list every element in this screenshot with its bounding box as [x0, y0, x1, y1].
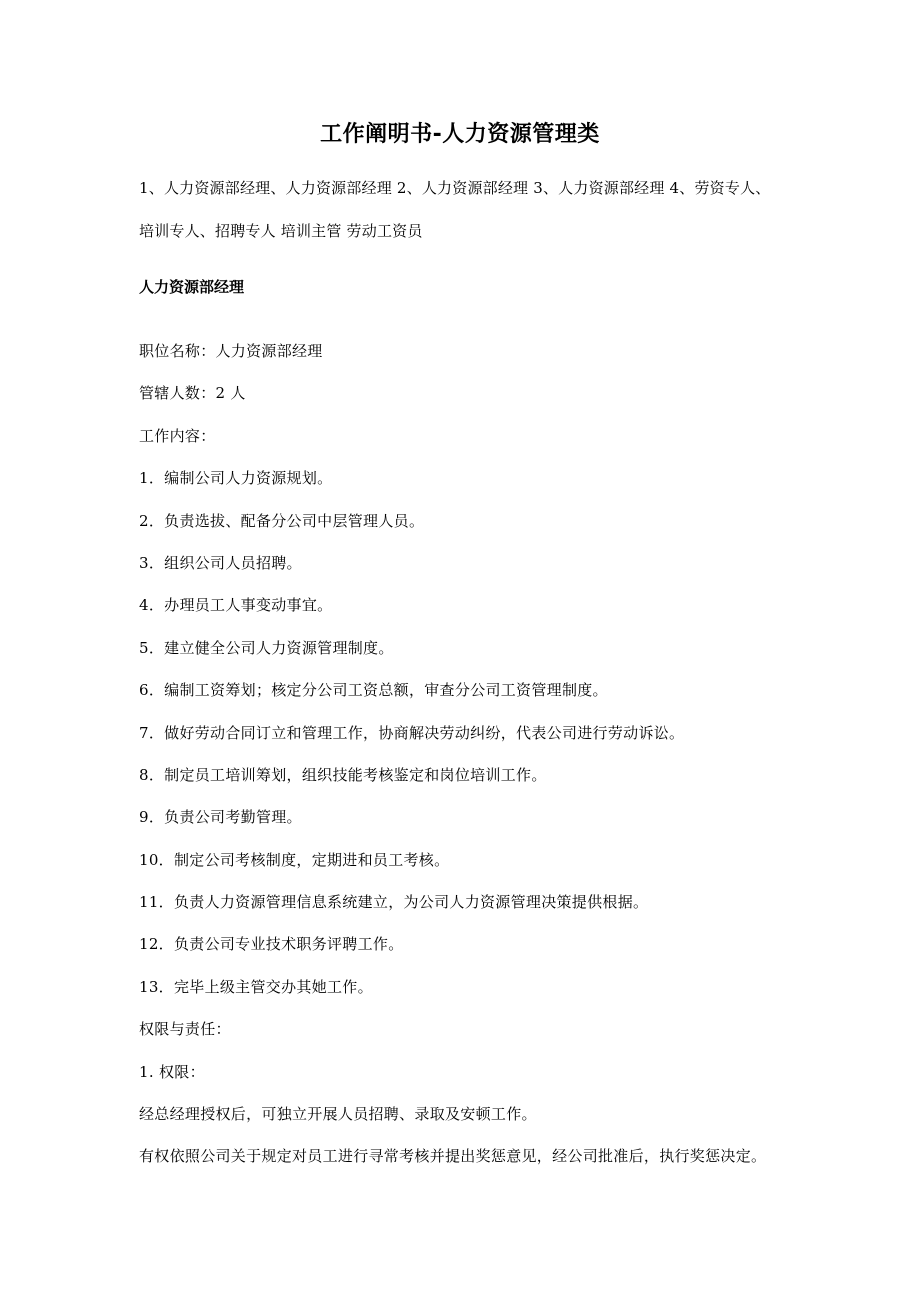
duty-item: 4．办理员工人事变动事宜。: [139, 596, 333, 615]
duty-item: 1．编制公司人力资源规划。: [139, 469, 333, 488]
duty-item: 2．负责选拔、配备分公司中层管理人员。: [139, 511, 425, 530]
position-name-line: 职位名称：人力资源部经理: [139, 342, 323, 360]
intro-line: 培训专人、招聘专人 培训主管 劳动工资员: [139, 222, 423, 240]
duty-item: 10．制定公司考核制度，定期进和员工考核。: [139, 850, 450, 869]
intro-paragraph: [139, 167, 789, 253]
duty-item: 5．建立健全公司人力资源管理制度。: [139, 638, 394, 657]
duty-item: 13．完毕上级主管交办其她工作。: [139, 977, 373, 996]
authority-item: 有权依照公司关于规定对员工进行寻常考核并提出奖惩意见，经公司批准后，执行奖惩决定。: [139, 1147, 767, 1166]
intro-line: 1、人力资源部经理、人力资源部经理 2、人力资源部经理 3、人力资源部经理 4、劳资专人、: [139, 179, 771, 197]
duty-item: 8．制定员工培训筹划，组织技能考核鉴定和岗位培训工作。: [139, 765, 547, 784]
authority-heading: 权限与责任：: [139, 1020, 231, 1039]
duty-item: 7．做好劳动合同订立和管理工作，协商解决劳动纠纷，代表公司进行劳动诉讼。: [139, 723, 685, 742]
document-title: 工作阐明书-人力资源管理类: [320, 122, 600, 147]
duty-item: 3．组织公司人员招聘。: [139, 553, 302, 572]
work-content-heading: 工作内容：: [139, 426, 216, 445]
duty-item: 6．编制工资筹划；核定分公司工资总额，审查分公司工资管理制度。: [139, 681, 608, 700]
duty-item: 9．负责公司考勤管理。: [139, 808, 302, 827]
headcount-line: 管辖人数：2 人: [139, 384, 246, 403]
body-text: [139, 337, 799, 1185]
duty-item: 12．负责公司专业技术职务评聘工作。: [139, 935, 404, 954]
authority-item: 经总经理授权后，可独立开展人员招聘、录取及安顿工作。: [139, 1105, 537, 1124]
section-heading: 人力资源部经理: [139, 278, 245, 296]
duty-item: 11．负责人力资源管理信息系统建立，为公司人力资源管理决策提供根据。: [139, 893, 649, 912]
authority-subheading: 1. 权限：: [139, 1062, 205, 1081]
